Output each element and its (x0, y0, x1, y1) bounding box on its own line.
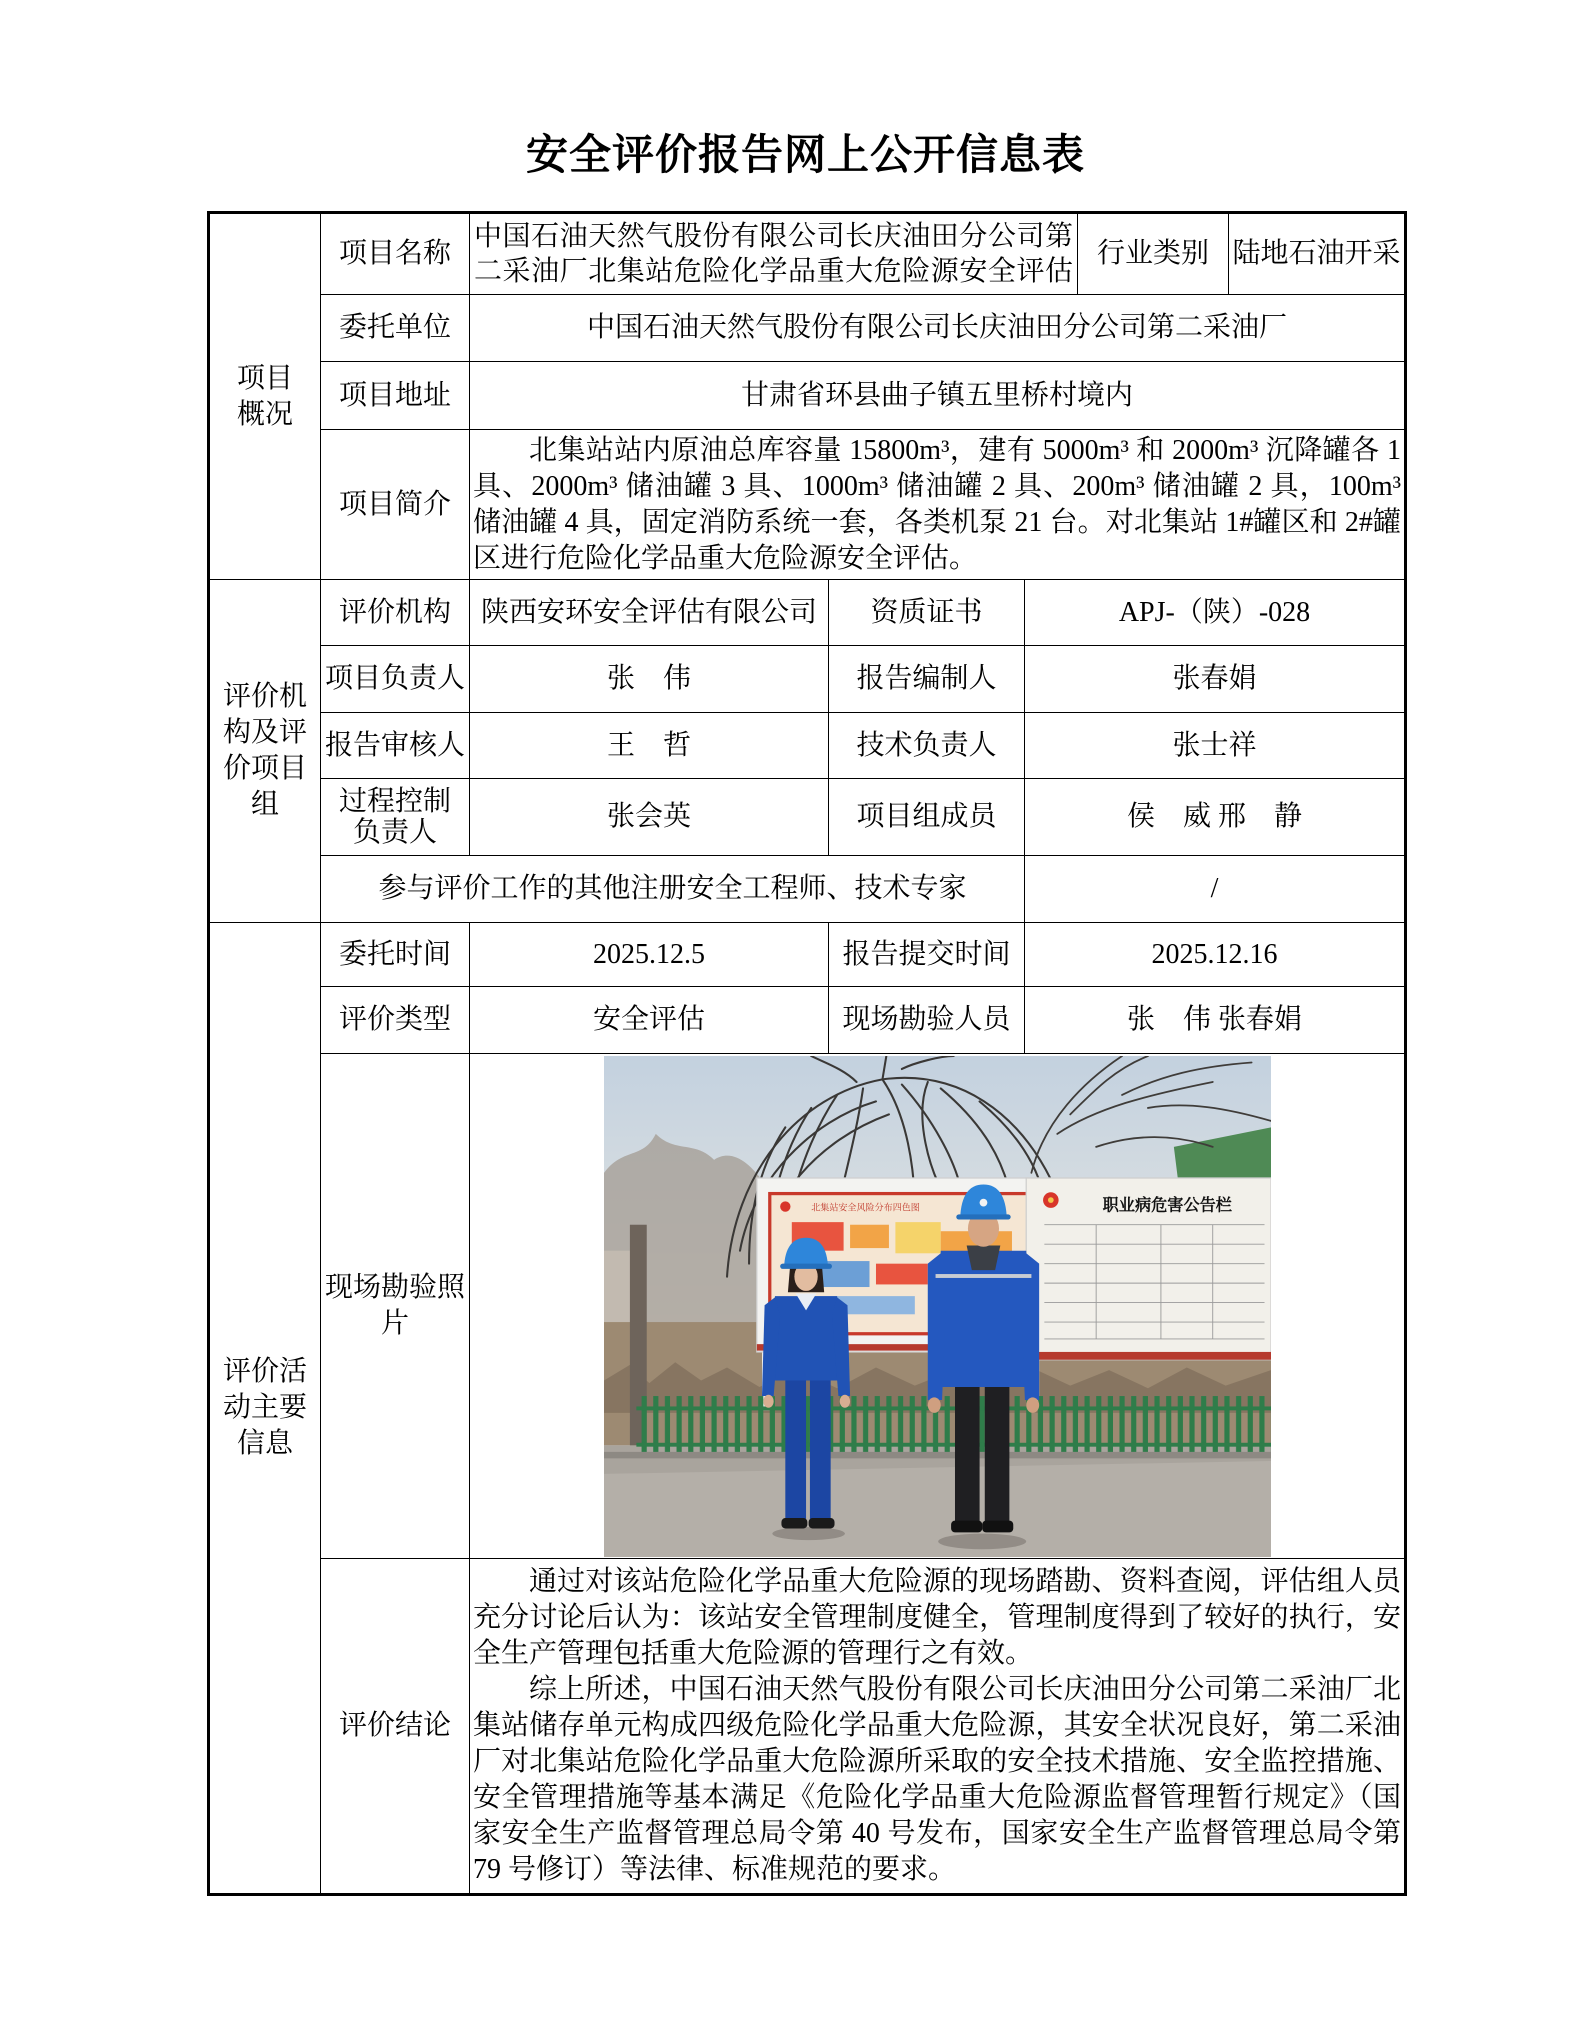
section-label-line: 动主要 (222, 1392, 307, 1423)
commission-date-label: 委托时间 (321, 923, 470, 987)
person-hand (763, 1394, 773, 1407)
person-leg (984, 1380, 1009, 1525)
section-label-line: 价项目 (222, 753, 307, 784)
section-label-line: 组 (250, 789, 279, 820)
conclusion-label: 评价结论 (321, 1559, 470, 1895)
risk-zone-red (875, 1263, 927, 1284)
other-experts-value: / (1025, 856, 1406, 923)
photo-cell (470, 1054, 1406, 1559)
process-control-label-line: 过程控制 (338, 786, 451, 817)
photo-signboard-right (1026, 1178, 1271, 1360)
section-label-line: 信息 (236, 1428, 293, 1459)
reviewer-label: 报告审核人 (321, 713, 470, 779)
industry-label: 行业类别 (1078, 213, 1229, 295)
address-label: 项目地址 (321, 362, 470, 430)
summary-cell (470, 430, 1406, 580)
section-label-line: 项目 (236, 362, 293, 394)
other-experts-label: 参与评价工作的其他注册安全工程师、技术专家 (321, 856, 1025, 923)
section-label-line: 评价机 (222, 681, 307, 712)
project-name-label: 项目名称 (321, 213, 470, 295)
client-value: 中国石油天然气股份有限公司长庆油田分公司第二采油厂 (470, 295, 1406, 362)
project-lead-value: 张 伟 (470, 646, 829, 713)
agency-value: 陕西安环安全评估有限公司 (470, 580, 829, 646)
conclusion-paragraph: 通过对该站危险化学品重大危险源的现场踏勘、资料查阅，评估组人员充分讨论后认为：该站安全管理制度健全，管理制度得到了较好的执行，安全生产管理包括重大危险源的管理行之有效。 (473, 1566, 1402, 1669)
members-value: 侯 威 邢 静 (1025, 779, 1406, 856)
summary-label: 项目简介 (321, 430, 470, 580)
person-leg (954, 1380, 979, 1525)
certificate-value: APJ-（陕）-028 (1025, 580, 1406, 646)
row-summary (209, 430, 1406, 580)
risk-zone-yellow (895, 1222, 940, 1253)
report-author-label: 报告编制人 (829, 646, 1025, 713)
reviewer-value: 王 哲 (470, 713, 829, 779)
person-hand (839, 1394, 849, 1407)
sign-logo (780, 1201, 790, 1211)
row-project-name (209, 213, 1406, 295)
photo-curb (604, 1451, 1271, 1457)
eval-type-label: 评价类型 (321, 987, 470, 1054)
address-value: 甘肃省环县曲子镇五里桥村境内 (470, 362, 1406, 430)
summary-text: 北集站站内原油总库容量 15800m³，建有 5000m³ 和 2000m³ 沉降罐各 1 具、2000m³ 储油罐 3 具、1000m³ 储油罐 2 具、200m³ 储油罐 2 具，100m³ 储油罐 4 具，固定消防系统一套，各类机泵 21 台。对北集站 1#罐区和 2#罐区进行危险化学品重大危险源安全评估。 (473, 434, 1402, 574)
person-leg (785, 1373, 806, 1522)
row-agency (209, 580, 1406, 646)
row-dates (209, 923, 1406, 987)
tech-lead-label: 技术负责人 (829, 713, 1025, 779)
section-label-project-overview (209, 213, 321, 580)
photo-label-line: 片 (380, 1308, 409, 1339)
row-client (209, 295, 1406, 362)
row-photo (209, 1054, 1406, 1559)
info-table (207, 211, 1407, 1896)
person-shadow (772, 1527, 845, 1540)
photo-label-line: 现场勘验照 (324, 1272, 465, 1303)
hard-hat-brim (780, 1263, 832, 1268)
sign-right-title: 职业病危害公告栏 (1102, 1195, 1232, 1214)
person-hand (927, 1397, 940, 1413)
person-jacket (935, 1250, 1031, 1386)
client-label: 委托单位 (321, 295, 470, 362)
row-address (209, 362, 1406, 430)
tech-lead-value: 张士祥 (1025, 713, 1406, 779)
process-control-label-line: 负责人 (352, 817, 437, 848)
person-hand (1026, 1397, 1039, 1413)
inspectors-value: 张 伟 张春娟 (1025, 987, 1406, 1054)
project-lead-label: 项目负责人 (321, 646, 470, 713)
row-project-lead (209, 646, 1406, 713)
section-label-activity (209, 923, 321, 1895)
inspectors-label: 现场勘验人员 (829, 987, 1025, 1054)
section-label-line: 概况 (236, 398, 293, 430)
eval-type-value: 安全评估 (470, 987, 829, 1054)
hard-hat-brim (956, 1214, 1010, 1219)
fence-rail (636, 1442, 1271, 1446)
submit-date-label: 报告提交时间 (829, 923, 1025, 987)
certificate-label: 资质证书 (829, 580, 1025, 646)
person-shoe (982, 1520, 1013, 1532)
sign-left-title: 北集站安全风险分布四色图 (810, 1201, 920, 1212)
photo-label (321, 1054, 470, 1559)
person-shoe (781, 1518, 807, 1528)
agency-label: 评价机构 (321, 580, 470, 646)
members-label: 项目组成员 (829, 779, 1025, 856)
row-process-control (209, 779, 1406, 856)
photo-fence (636, 1396, 1271, 1454)
person-shoe (951, 1520, 982, 1532)
person-leg (809, 1373, 830, 1522)
industry-value: 陆地石油开采 (1229, 213, 1406, 295)
person-shoe (808, 1518, 834, 1528)
row-other-experts (209, 856, 1406, 923)
row-reviewer (209, 713, 1406, 779)
person-collar (966, 1245, 1000, 1270)
person-shadow (938, 1533, 1026, 1549)
process-control-label (321, 779, 470, 856)
submit-date-value: 2025.12.16 (1025, 923, 1406, 987)
risk-zone-orange (850, 1224, 889, 1247)
sign-logo-center (1047, 1197, 1053, 1203)
photo-road-light (604, 1460, 1271, 1556)
report-author-value: 张春娟 (1025, 646, 1406, 713)
jacket-stripe (935, 1274, 1031, 1278)
commission-date-value: 2025.12.5 (470, 923, 829, 987)
project-name-value: 中国石油天然气股份有限公司长庆油田分公司第二采油厂北集站危险化学品重大危险源安全评估 (470, 213, 1078, 295)
site-inspection-photo (604, 1056, 1271, 1557)
fence-rail (636, 1406, 1271, 1410)
page-title: 安全评价报告网上公开信息表 (525, 133, 1085, 179)
row-conclusion (209, 1559, 1406, 1895)
hard-hat-badge (979, 1198, 987, 1206)
sign-base-band (1026, 1351, 1271, 1359)
section-label-line: 构及评 (222, 717, 307, 748)
process-control-value: 张会英 (470, 779, 829, 856)
conclusion-paragraph: 综上所述，中国石油天然气股份有限公司长庆油田分公司第二采油厂北集站储存单元构成四级危险化学品重大危险源，其安全状况良好，第二采油厂对北集站危险化学品重大危险源所采取的安全技术措施、安全监控措施、安全管理措施等基本满足《危险化学品重大危险源监督管理暂行规定》（国家安全生产监督管理总局令第 40 号发布，国家安全生产监督管理总局令第 79 号修订）等法律、标准规范的要求。 (473, 1674, 1402, 1885)
row-eval-type (209, 987, 1406, 1054)
section-label-line: 评价活 (222, 1356, 307, 1387)
section-label-evaluation-team (209, 580, 321, 923)
conclusion-cell (470, 1559, 1406, 1895)
